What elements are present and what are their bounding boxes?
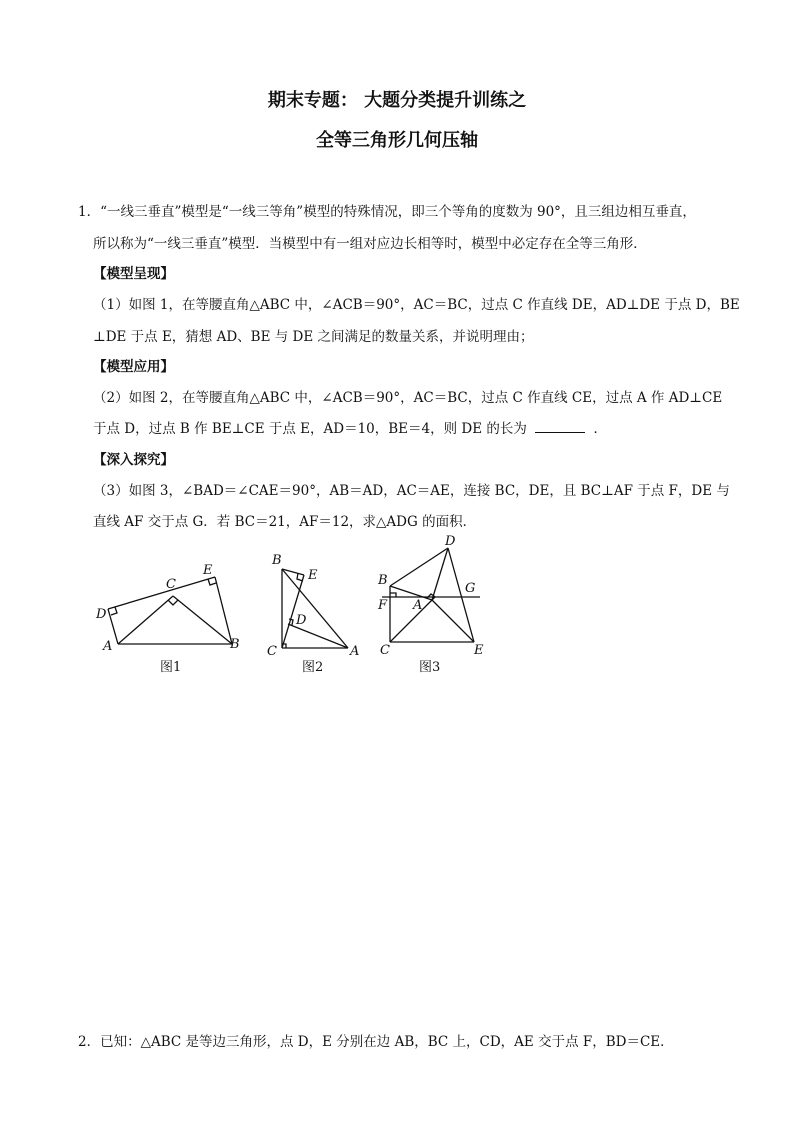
q1-part3-line-1: （3）如图 3，∠BAD＝∠CAE＝90°，AB＝AD，AC＝AE，连接 BC，DE，且 BC⊥AF 于点 F，DE 与	[93, 483, 730, 499]
fig1-label-d: D	[96, 607, 107, 622]
fig2-label-d: D	[296, 613, 307, 628]
q1-part2-line-2	[93, 417, 607, 437]
fig3-caption: 图3	[419, 660, 441, 675]
fig1-right-angle-e	[208, 579, 216, 585]
fig1-label-a: A	[103, 639, 113, 654]
fig1-label-c: C	[166, 577, 176, 592]
fig1-label-e: E	[203, 563, 213, 578]
fig3-side-bd	[390, 548, 448, 586]
fig3-label-d: D	[445, 534, 456, 549]
q1-part1-line-2: ⊥DE 于点 E，猜想 AD、BE 与 DE 之间满足的数量关系，并说明理由；	[93, 329, 534, 345]
fig1-side-bc	[173, 596, 232, 644]
title-line-2: 全等三角形几何压轴	[316, 130, 478, 151]
q1-intro-line-1: 1．“一线三垂直”模型是“一线三等角”模型的特殊情况，即三个等角的度数为 90°，且三组边相互垂直，	[78, 204, 696, 220]
fig1-caption: 图1	[160, 660, 182, 675]
figure-2	[262, 548, 372, 675]
section-model-presentation: 【模型呈现】	[93, 266, 174, 282]
fig3-label-c: C	[380, 643, 390, 658]
q1-part3-line-2: 直线 AF 交于点 G．若 BC＝21，AF＝12，求△ADG 的面积．	[93, 514, 477, 530]
fig3-label-g: G	[465, 581, 476, 596]
q1-part2-text: 于点 D，过点 B 作 BE⊥CE 于点 E，AD＝10，BE＝4，则 DE 的长为	[93, 421, 527, 437]
fig2-label-b: B	[272, 553, 282, 568]
fig3-label-f: F	[378, 598, 388, 613]
fig3-segment-ad	[432, 548, 448, 600]
figure-3	[372, 536, 492, 675]
q1-part2-line-1: （2）如图 2，在等腰直角△ABC 中，∠ACB＝90°，AC＝BC，过点 C 作直线 CE，过点 A 作 AD⊥CE	[93, 390, 723, 406]
fig2-label-c: C	[267, 644, 277, 659]
fig3-label-a: A	[413, 598, 423, 613]
q1-part1-line-1: （1）如图 1，在等腰直角△ABC 中，∠ACB＝90°，AC＝BC，过点 C 作直线 DE，AD⊥DE 于点 D，BE	[93, 297, 740, 313]
figure-1	[88, 560, 248, 675]
section-deep-exploration: 【深入探究】	[93, 452, 174, 468]
fig3-label-b: B	[378, 573, 388, 588]
fig1-right-angle-c	[168, 600, 178, 605]
fig2-label-a: A	[350, 644, 360, 659]
fig2-caption: 图2	[302, 660, 324, 675]
fig3-label-e: E	[474, 643, 484, 658]
section-model-application: 【模型应用】	[93, 359, 174, 375]
q1-part2-end: ．	[593, 421, 607, 437]
fig1-line-de	[108, 577, 215, 609]
fig2-line-ce	[282, 575, 304, 648]
fig2-label-e: E	[308, 568, 318, 583]
fig1-label-b: B	[230, 637, 240, 652]
title-line-1: 期末专题： 大题分类提升训练之	[267, 90, 527, 111]
fig1-segment-be	[215, 577, 232, 644]
answer-blank	[535, 420, 585, 433]
q1-intro-line-2: 所以称为“一线三垂直”模型．当模型中有一组对应边长相等时，模型中必定存在全等三角形．	[93, 236, 647, 252]
fig3-segment-ac	[390, 600, 432, 642]
q2-line-1: 2．已知：△ABC 是等边三角形，点 D，E 分别在边 AB，BC 上，CD，AE 交于点 F，BD＝CE．	[78, 1034, 674, 1050]
